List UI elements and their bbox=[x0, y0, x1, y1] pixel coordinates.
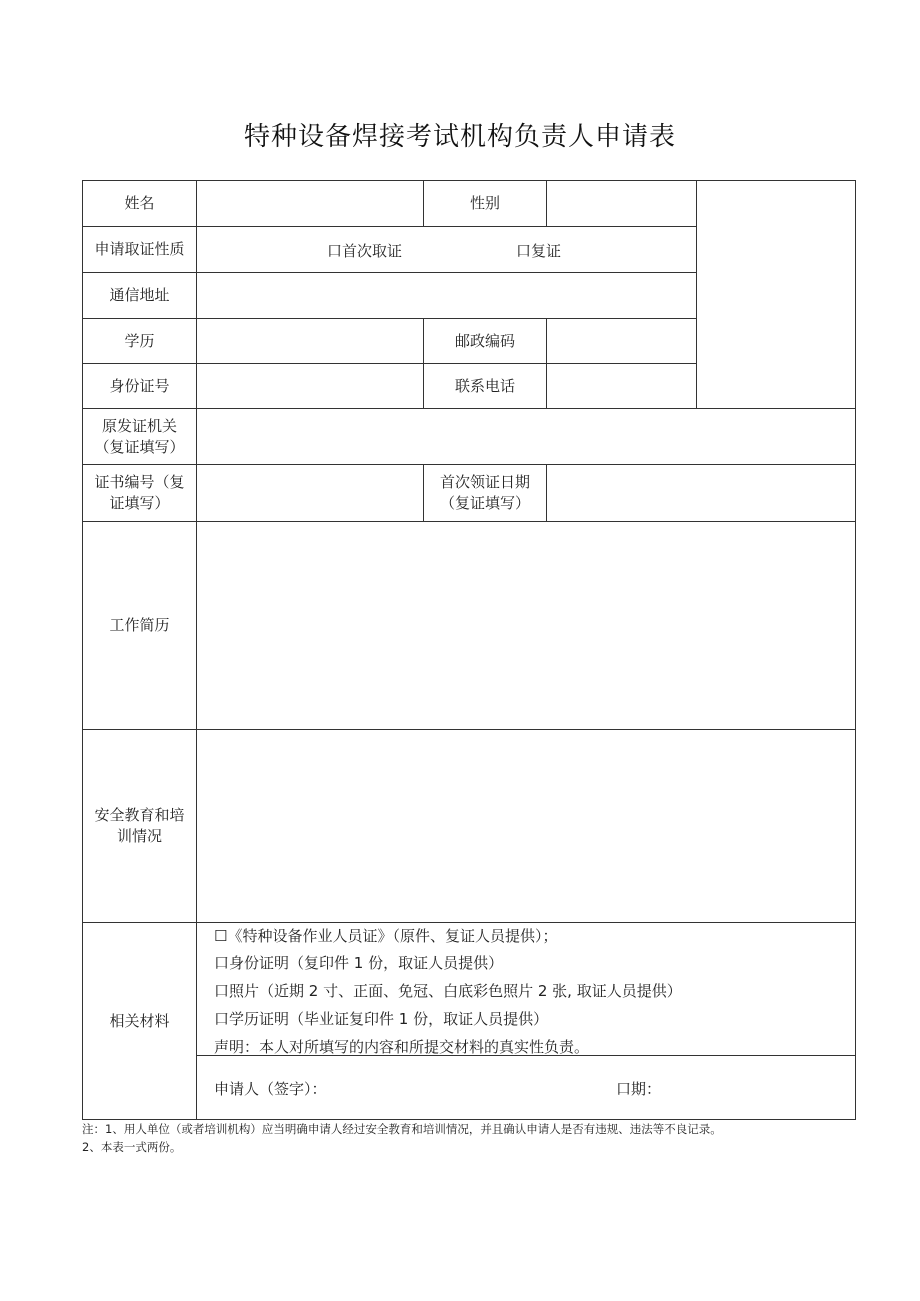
safety-training-label-line2: 训情况 bbox=[116, 827, 162, 845]
address-label: 通信地址 bbox=[109, 286, 170, 304]
certificate-number-label-line2: 证填写） bbox=[109, 494, 170, 512]
option-renewal[interactable]: 口复证 bbox=[516, 242, 562, 260]
address-field[interactable] bbox=[197, 273, 696, 318]
first-issue-date-label-line2: （复证填写） bbox=[439, 494, 530, 512]
material-item-id-proof[interactable]: 口身份证明（复印件 1 份，取证人员提供） bbox=[214, 954, 504, 972]
phone-label: 联系电话 bbox=[454, 376, 515, 395]
work-history-label: 工作简历 bbox=[109, 616, 170, 634]
certificate-number-field[interactable] bbox=[197, 465, 423, 521]
material-item-education-proof[interactable]: 口学历证明（毕业证复印件 1 份，取证人员提供） bbox=[214, 1010, 549, 1028]
id-number-field[interactable] bbox=[197, 364, 423, 408]
row-divider bbox=[82, 922, 856, 923]
id-number-label: 身份证号 bbox=[109, 376, 170, 395]
original-issuer-field[interactable] bbox=[197, 409, 855, 464]
safety-training-label-line1: 安全教育和培 bbox=[94, 806, 185, 824]
material-item-operator-certificate[interactable]: ☐《特种设备作业人员证》（原件、复证人员提供）； bbox=[214, 927, 558, 945]
related-materials-label: 相关材料 bbox=[109, 1011, 170, 1030]
table-border-right bbox=[855, 180, 856, 1120]
safety-training-label bbox=[83, 730, 196, 922]
original-issuer-label-line1: 原发证机关 bbox=[101, 416, 177, 435]
footnote-1: 注：1、用人单位（或者培训机构）应当明确申请人经过安全教育和培训情况，并且确认申请人是否有违规、违法等不良记录。 bbox=[82, 1122, 722, 1136]
original-issuer-label bbox=[83, 409, 196, 464]
photo-area[interactable] bbox=[697, 181, 855, 408]
cert-type-label: 申请取证性质 bbox=[94, 240, 185, 258]
certificate-number-label-line1: 证书编号（复 bbox=[94, 473, 185, 491]
postcode-field[interactable] bbox=[547, 319, 696, 363]
safety-training-field[interactable] bbox=[197, 730, 855, 922]
material-item-photos[interactable]: 口照片（近期 2 寸、正面、免冠、白底彩色照片 2 张, 取证人员提供） bbox=[214, 982, 682, 1000]
footnote-2: 2、本表一式两份。 bbox=[82, 1140, 182, 1154]
education-field[interactable] bbox=[197, 319, 423, 363]
name-label: 姓名 bbox=[124, 194, 155, 212]
gender-label: 性别 bbox=[469, 194, 500, 212]
first-issue-date-field[interactable] bbox=[547, 465, 855, 521]
form-title: 特种设备焊接考试机构负责人申请表 bbox=[243, 122, 676, 152]
postcode-label: 邮政编码 bbox=[454, 331, 515, 350]
date-field[interactable]: 口期： bbox=[616, 1080, 662, 1098]
gender-field[interactable] bbox=[547, 181, 696, 226]
option-first-certificate[interactable]: 口首次取证 bbox=[327, 242, 403, 260]
name-field[interactable] bbox=[197, 181, 423, 226]
education-label: 学历 bbox=[124, 331, 155, 350]
original-issuer-label-line2: （复证填写） bbox=[94, 437, 185, 456]
work-history-field[interactable] bbox=[197, 522, 855, 729]
first-issue-date-label bbox=[424, 465, 546, 521]
phone-field[interactable] bbox=[547, 364, 696, 408]
declaration-text: 声明：本人对所填写的内容和所提交材料的真实性负责。 bbox=[214, 1038, 590, 1056]
certificate-number-label bbox=[83, 465, 196, 521]
applicant-signature[interactable]: 申请人（签字）： bbox=[214, 1080, 327, 1098]
first-issue-date-label-line1: 首次领证日期 bbox=[439, 473, 530, 491]
table-border-bottom bbox=[82, 1119, 856, 1120]
